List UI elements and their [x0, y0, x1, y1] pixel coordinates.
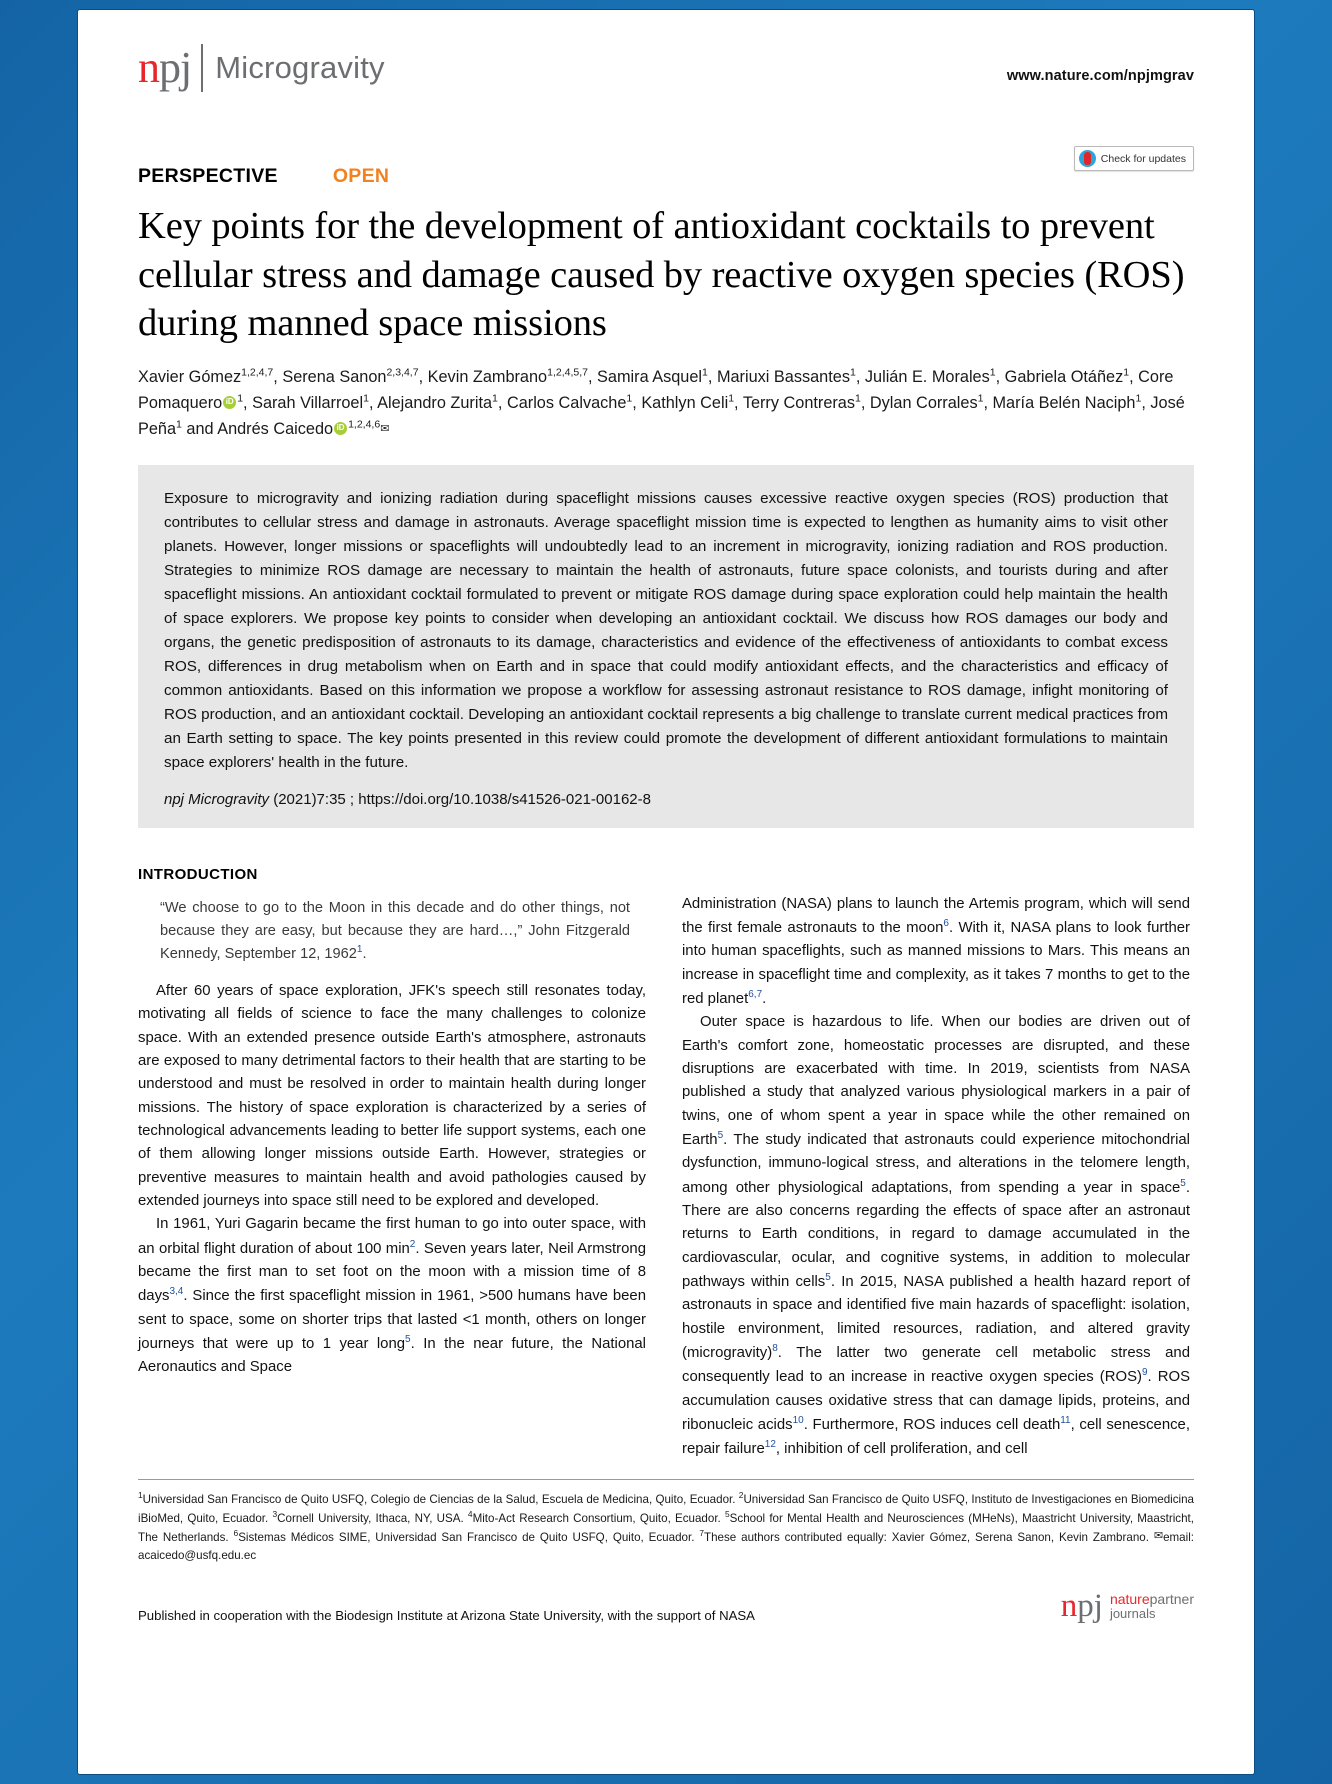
reference-link[interactable]: 9	[1141, 1367, 1148, 1379]
journal-logo	[138, 44, 385, 92]
author-affil-sup: 1,2,4,5,7	[547, 366, 588, 379]
author-affil-sup: 1	[702, 366, 708, 379]
journal-url[interactable]: www.nature.com/npjmgrav	[1006, 68, 1194, 84]
affiliation-item: Sistemas Médicos SIME, Universidad San Francisco de Quito USFQ, Quito, Ecuador.	[238, 1531, 695, 1545]
author-affil-sup: 1	[728, 392, 735, 405]
journal-name: Microgravity	[215, 50, 385, 85]
affiliation-item: Mito-Act Research Consortium, Quito, Ecuador.	[472, 1512, 721, 1526]
article-citation	[164, 791, 1168, 808]
author-name[interactable]: Andrés Caicedo	[217, 420, 334, 439]
publication-note: Published in cooperation with the Biodesign Institute at Arizona State University, with the support of NASA	[138, 1607, 755, 1623]
npj-partner-logo	[1060, 1587, 1194, 1624]
paragraph-text: In 1961, Yuri Gagarin became the first human to go into outer space, with an orbital flight duration of about 100 min	[138, 1216, 646, 1257]
paragraph-text: . The study indicated that astronauts could experience mitochondrial dysfunction, immuno-logical stress, and alterations in the telomere length, among other physiological adaptations, from spending a year in space	[682, 1132, 1190, 1196]
reference-link[interactable]: 1	[356, 944, 363, 956]
paragraph-text: . The latter two generate cell metabolic stress and consequently lead to an increase in reactive oxygen species (ROS)	[682, 1344, 1190, 1386]
author-affil-sup: 1	[363, 392, 369, 405]
author-affil-sup: 1,2,4,6	[348, 418, 381, 431]
author-name[interactable]: Kevin Zambrano	[427, 367, 548, 386]
author-affil-sup: 1	[492, 392, 498, 405]
author-name[interactable]: Mariuxi Bassantes	[716, 367, 850, 386]
author-name[interactable]: Core Pomaquero	[138, 367, 1174, 412]
paragraph-text: , inhibition of cell proliferation, and cell	[775, 1441, 1028, 1458]
article-type-label: PERSPECTIVE	[138, 164, 278, 187]
author-affil-sup: 1	[855, 392, 861, 405]
paragraph-text: . Since the first spaceflight mission in 1961, >500 humans have been sent to space, some on shorter trips that lasted <1 month, others on longer journeys that were up to 1 year long	[138, 1288, 646, 1352]
orcid-icon[interactable]	[223, 396, 236, 409]
author-name[interactable]: Alejandro Zurita	[377, 393, 493, 412]
reference-link[interactable]: 5	[1180, 1177, 1186, 1189]
reference-link[interactable]: 8	[772, 1342, 778, 1354]
author-name[interactable]: Dylan Corrales	[869, 393, 978, 412]
column-left	[138, 893, 646, 1462]
email-envelope-icon[interactable]: ✉	[380, 423, 390, 436]
footer-brand-stack	[1110, 1592, 1194, 1620]
contact-email[interactable]: acaicedo@usfq.edu.ec	[138, 1548, 257, 1562]
author-name[interactable]: José Peña	[138, 393, 1185, 439]
orcid-icon[interactable]	[334, 422, 347, 435]
reference-link[interactable]: 2	[409, 1238, 416, 1250]
author-affil-sup: 1	[989, 366, 996, 379]
paragraph: After 60 years of space exploration, JFK's speech still resonates today, motivating all fields of science to face the many challenges to colonize space. With an extended presence outside Earth's atmosphere, astronauts are exposed to many detrimental factors to their health that are starting to be understood and must be resolved in order to maintain health during longer missions. The history of space exploration is characterized by a series of technological advancements leading to better life support systems, each one of them allowing longer missions outside Earth. However, strategies or preventive measures to maintain health and avoid pathologies caused by extended journeys into space still need to be explored and developed.	[138, 983, 646, 1209]
footer-npj-logo	[1060, 1587, 1103, 1624]
affiliation-item: School for Mental Health and Neurosciences (MHeNs), Maastricht University, Maastricht, The Netherlands.	[138, 1512, 1194, 1545]
paragraph-text: Outer space is hazardous to life. When our bodies are driven out of Earth's comfort zone, homeostatic processes are disrupted, and these disruptions are exacerbated with time. In 2019, scientists from NASA published a study that analyzed various physiological markers in a pair of twins, one of whom spent a year in space while the other remained on Earth	[682, 1014, 1190, 1149]
reference-link[interactable]: 5	[825, 1271, 831, 1283]
npj-logo-text	[138, 43, 192, 92]
author-conjunction: and	[186, 420, 214, 439]
document-page	[78, 10, 1254, 1774]
author-name[interactable]: Samira Asquel	[597, 367, 703, 386]
paragraph-text: . With it, NASA plans to look further into human spaceflights, such as manned missions to Mars. This means an increase in spaceflight time and complexity, as it takes 7 months to get to the red planet	[682, 920, 1190, 1008]
email-envelope-icon: ✉	[1153, 1530, 1164, 1543]
citation-details[interactable]: (2021)7:35 ; https://doi.org/10.1038/s41526-021-00162-8	[269, 790, 651, 808]
author-name[interactable]: Terry Contreras	[742, 393, 855, 412]
abstract-box	[138, 465, 1194, 828]
reference-link[interactable]: 6,7	[748, 989, 763, 1001]
footnote-divider	[138, 1479, 1194, 1480]
crossmark-badge[interactable]	[1074, 146, 1194, 171]
paragraph	[138, 1213, 646, 1379]
pull-quote: “We choose to go to the Moon in this decade and do other things, not because they are easy, but because they are hard…,” John Fitzgerald Kennedy, September 12, 1962$^1$.	[160, 899, 630, 963]
author-name[interactable]: Sarah Villarroel	[252, 393, 364, 412]
pull-quote-text: “We choose to go to the Moon in this decade and do other things, not because they are easy, but because they are hard…,” John Fitzgerald Kennedy, September 12, 1962	[160, 899, 630, 963]
reference-link[interactable]: 12	[764, 1439, 776, 1451]
logo-letter-n: n	[138, 43, 159, 92]
column-right	[682, 893, 1190, 1462]
author-affil-sup: 1	[1135, 392, 1142, 405]
paragraph-text: . In the near future, the National Aeronautics and Space	[138, 1335, 646, 1376]
author-affil-sup: 1,2,4,7	[241, 366, 274, 379]
author-affil-sup: 1	[977, 392, 984, 405]
paragraph-text: Administration (NASA) plans to launch the Artemis program, which will send the first female astronauts to the moon	[682, 895, 1190, 937]
author-affil-sup: 1	[849, 366, 856, 379]
author-name[interactable]: Carlos Calvache	[506, 393, 627, 412]
author-affil-sup: 1	[237, 392, 244, 405]
reference-link[interactable]: 10	[792, 1414, 804, 1426]
footer-brand-nature: nature	[1109, 1591, 1150, 1608]
paragraph-text: . There are also concerns regarding the effects of space after an astronaut returns to Earth conditions, in regard to damage accumulated in the cardiovascular, ocular, and cognitive systems, in addition to molecular pathways within cells	[682, 1179, 1190, 1290]
section-heading-introduction: INTRODUCTION	[138, 865, 258, 883]
paragraph-text: . Furthermore, ROS induces cell death	[803, 1416, 1061, 1433]
author-name[interactable]: Xavier Gómez	[138, 367, 242, 386]
author-affil-sup: 1	[626, 392, 633, 405]
affiliations-block: $^1$Universidad San Francisco de Quito USFQ, Colegio de Ciencias de la Salud, Escuela de Medicina, Quito, Ecuador. $^2$Universidad San Francisco de Quito USFQ, Instituto de Investigaciones en Biomedicina iBioMed, Quito, Ecuador. $^3$Cornell University, Ithaca, NY, USA. $^4$Mito-Act Research Consortium, Quito, Ecuador. $^5$School for Mental Health and Neurosciences (MHeNs), Maastricht University, Maastricht, The Netherlands. $^6$Sistemas Médicos SIME, Universidad San Francisco de Quito USFQ, Quito, Ecuador. $^7$These authors contributed equally: Xavier Gómez, Serena Sanon, Kevin Zambrano. ✉email: acaicedo@usfq.edu.ec	[138, 1490, 1194, 1562]
footer-logo-n: n	[1060, 1587, 1078, 1624]
paragraph	[682, 893, 1190, 1012]
author-name[interactable]: Gabriela Otáñez	[1004, 367, 1124, 386]
paragraph-text: .	[762, 991, 767, 1008]
author-list: Xavier Gómez$^{1,2,4,7}$, Serena Sanon$^{2,3,4,7}$, Kevin Zambrano$^{1,2,4,5,7}$, Samira Asquel$^1$, Mariuxi Bassantes$^1$, Julián E. Morales$^1$, Gabriela Otáñez$^1$, Core Pomaquero iD $^1$, Sarah Villarroel$^1$, Alejandro Zurita$^1$, Carlos Calvache$^1$, Kathlyn Celi$^1$, Terry Contreras$^1$, Dylan Corrales$^1$, María Belén Naciph$^1$, José Peña$^1$ and Andrés Caicedo iD $^{1,2,4,6}$✉	[138, 364, 1194, 443]
author-name[interactable]: Kathlyn Celi	[641, 393, 729, 412]
footer-brand-partner: partner	[1149, 1591, 1194, 1608]
reference-link[interactable]: 5	[717, 1130, 724, 1142]
author-affil-sup: 1	[176, 418, 182, 431]
paragraph-text: . ROS accumulation causes oxidative stress that can damage lipids, proteins, and ribonucleic acids	[682, 1369, 1190, 1433]
affiliation-item: Universidad San Francisco de Quito USFQ, Instituto de Investigaciones en Biomedicina iBioMed, Quito, Ecuador.	[138, 1493, 1194, 1526]
crossmark-icon	[1079, 150, 1096, 167]
journal-masthead	[138, 40, 1194, 116]
paragraph-text: , cell senescence, repair failure	[682, 1416, 1190, 1458]
article-type-row	[138, 152, 1194, 192]
author-name[interactable]: Julián E. Morales	[864, 367, 990, 386]
affiliation-item: Cornell University, Ithaca, NY, USA.	[277, 1512, 464, 1526]
footer-brand-line1	[1110, 1592, 1194, 1607]
body-columns	[138, 893, 1194, 1462]
publication-footer	[138, 1587, 1194, 1624]
paragraph-text: . In 2015, NASA published a health hazard report of astronauts in space and identified five main hazards of spaceflight: isolation, hostile environment, limited resources, radiation, and altered gravity (microgravity)	[682, 1273, 1191, 1361]
affiliation-item: Universidad San Francisco de Quito USFQ, Colegio de Ciencias de la Salud, Escuela de Medicina, Quito, Ecuador.	[142, 1493, 736, 1507]
open-access-badge: OPEN	[332, 164, 390, 187]
paragraph-text: . Seven years later, Neil Armstrong became the first man to set foot on the moon with a mission time of 8 days	[138, 1240, 646, 1305]
crossmark-label: Check for updates	[1100, 152, 1186, 165]
affiliation-item: These authors contributed equally: Xavier Gómez, Serena Sanon, Kevin Zambrano.	[704, 1531, 1149, 1545]
reference-link[interactable]: 6	[943, 918, 949, 930]
paragraph	[682, 1011, 1190, 1461]
abstract-text: Exposure to microgravity and ionizing radiation during spaceflight missions causes excessive reactive oxygen species (ROS) production that contributes to cellular stress and damage in astronauts. Average spaceflight mission time is expected to lengthen as humanity aims to visit other planets. However, longer missions or spaceflights will undoubtedly lead to an increment in microgravity, ionizing radiation and ROS production. Strategies to minimize ROS damage are necessary to maintain the health of astronauts, future space colonists, and tourists during and after spaceflight missions. An antioxidant cocktail formulated to prevent or mitigate ROS damage during space exploration could help maintain the health of space explorers. We propose key points to consider when developing an antioxidant cocktail. We discuss how ROS damages our body and organs, the genetic predisposition of astronauts to its damage, characteristics and evidence of the effectiveness of antioxidants to combat excess ROS, differences in drug metabolism when on Earth and in space that could modify antioxidant effects, and the characteristics and efficacy of common antioxidants. Based on this information we propose a workflow for assessing astronaut resistance to ROS damage, infight monitoring of ROS production, and an antioxidant cocktail. Developing an antioxidant cocktail represents a big challenge to translate current medical practices from an Earth setting to space. The key points presented in this review could promote the development of different antioxidant formulations to maintain space explorers' health in the future.	[164, 489, 1168, 771]
logo-letters-pj: pj	[159, 43, 192, 92]
footer-brand-line2: journals	[1109, 1605, 1156, 1621]
author-affil-sup: 1	[1123, 366, 1130, 379]
footer-logo-pj: pj	[1077, 1587, 1103, 1624]
reference-link[interactable]: 3,4	[169, 1286, 184, 1298]
citation-journal: npj Microgravity	[164, 790, 270, 808]
email-label: email:	[1163, 1531, 1194, 1545]
reference-link[interactable]: 11	[1060, 1414, 1071, 1426]
page-title: Key points for the development of antioxidant cocktails to prevent cellular stress and damage caused by reactive oxygen species (ROS) during manned space missions	[138, 205, 1185, 344]
author-name[interactable]: Serena Sanon	[282, 367, 387, 386]
logo-divider	[201, 44, 203, 92]
author-name[interactable]: María Belén Naciph	[992, 393, 1136, 412]
author-affil-sup: 2,3,4,7	[386, 366, 419, 379]
reference-link[interactable]: 5	[405, 1333, 411, 1345]
